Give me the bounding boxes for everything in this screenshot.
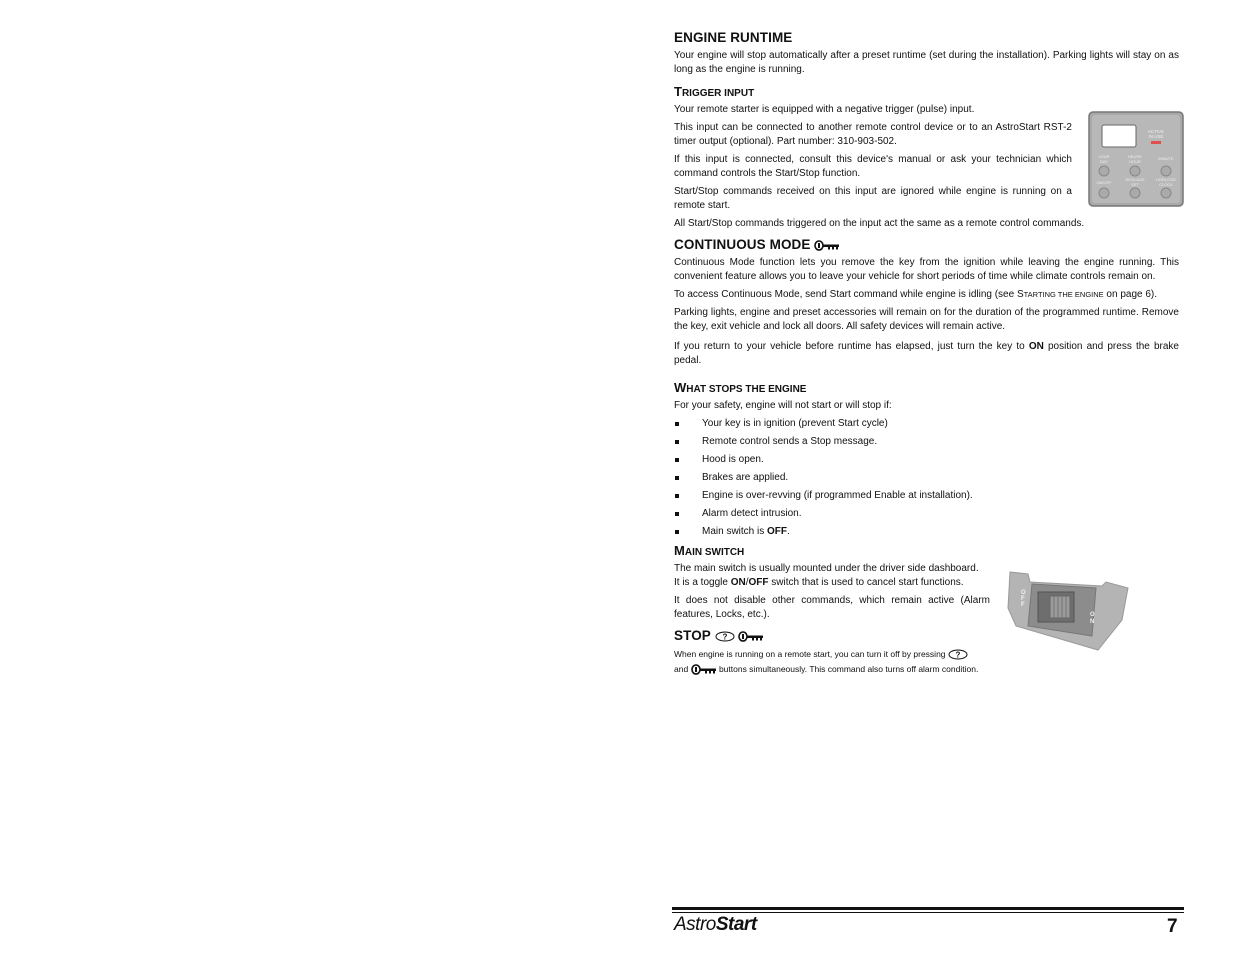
svg-text:ON/OFF: ON/OFF: [1096, 180, 1112, 185]
remote-panel-image: [1088, 111, 1184, 207]
list-item: Brakes are applied.: [674, 471, 1179, 485]
trigger-input-p4: Start/Stop commands received on this input are ignored while engine is running on a remote start.: [674, 186, 1072, 211]
list-item: Engine is over-revving (if programmed Enable at installation).: [674, 489, 1179, 503]
lock-icon: [948, 649, 968, 660]
svg-text:F: F: [1021, 602, 1025, 608]
engine-runtime-heading: ENGINE RUNTIME: [674, 30, 793, 45]
svg-text:SET: SET: [1131, 182, 1139, 187]
svg-text:HOUR: HOUR: [1129, 159, 1141, 164]
list-item: Main switch is OFF.: [674, 525, 1179, 539]
svg-text:IN USE: IN USE: [1148, 134, 1164, 139]
svg-text:HEURE: HEURE: [1127, 154, 1143, 159]
main-switch-p1: The main switch is usually mounted under the driver side dashboard. It is a toggle ON/OFF switch that is used to cancel start functions.: [674, 563, 979, 588]
svg-text:O: O: [1021, 590, 1026, 596]
trigger-input-heading: TRIGGER INPUT: [674, 84, 755, 99]
engine-runtime-text: Your engine will stop automatically after a preset runtime (set during the installation). Parking lights will stay on as long as the engine is running.: [674, 50, 1179, 75]
svg-text:HORLOGE: HORLOGE: [1155, 177, 1177, 182]
svg-text:CLOCK: CLOCK: [1159, 182, 1173, 187]
svg-text:DAY: DAY: [1100, 159, 1108, 164]
continuous-mode-p2: To access Continuous Mode, send Start command while engine is idling (see STARTING THE ENGINE on page 6).: [674, 289, 1158, 300]
key-icon: [691, 664, 717, 675]
svg-text:REGLAGE: REGLAGE: [1125, 177, 1145, 182]
lock-icon: [715, 631, 735, 642]
remote-active-label: ACTIVE: [1147, 129, 1165, 134]
svg-text:?: ?: [955, 650, 961, 660]
svg-text:O: O: [1090, 612, 1095, 618]
main-switch-heading: MAIN SWITCH: [674, 543, 745, 558]
list-item: Your key is in ignition (prevent Start cycle): [674, 417, 1179, 431]
continuous-mode-heading: CONTINUOUS MODE: [674, 237, 1179, 252]
footer-rule-thin: [672, 912, 1184, 913]
stop-heading: STOP ?: [674, 628, 1179, 643]
svg-text:F: F: [1021, 596, 1025, 602]
main-switch-image: [1006, 560, 1130, 652]
main-switch-p2: It does not disable other commands, which remain active (Alarm features, Locks, etc.).: [674, 595, 990, 620]
what-stops-intro: For your safety, engine will not start or will stop if:: [674, 400, 892, 411]
list-item: Remote control sends a Stop message.: [674, 435, 1179, 449]
list-item: Alarm detect intrusion.: [674, 507, 1179, 521]
svg-text:?: ?: [722, 632, 728, 642]
continuous-mode-p4: If you return to your vehicle before runtime has elapsed, just turn the key to ON position and press the brake pedal.: [674, 341, 1179, 366]
svg-text:N: N: [1090, 619, 1095, 625]
list-item: Hood is open.: [674, 453, 1179, 467]
key-icon: [814, 240, 840, 251]
what-stops-heading: WHAT STOPS THE ENGINE: [674, 380, 807, 395]
trigger-input-p5: All Start/Stop commands triggered on the input act the same as a remote control commands.: [674, 218, 1085, 229]
trigger-input-p1: Your remote starter is equipped with a negative trigger (pulse) input.: [674, 104, 975, 115]
trigger-input-p3: If this input is connected, consult this device's manual or ask your technician which command controls the Start/Stop function.: [674, 154, 1072, 179]
continuous-mode-p3: Parking lights, engine and preset accessories will remain on for the duration of the programmed runtime. Remove the key, exit vehicle and lock all doors. All safety devices will remain active.: [674, 307, 1179, 332]
astrostart-logo: AstroStart: [674, 914, 757, 935]
stop-text: When engine is running on a remote start, you can turn it off by pressing ? and buttons simultaneously. This command also turns off alarm condition.: [674, 649, 979, 674]
footer-rule: [672, 907, 1184, 910]
svg-text:MINUTE: MINUTE: [1158, 156, 1174, 161]
page-number: 7: [1167, 916, 1178, 937]
svg-text:JOUR: JOUR: [1098, 154, 1110, 159]
key-icon: [738, 631, 764, 642]
continuous-mode-p1: Continuous Mode function lets you remove the key from the ignition while leaving the engine running. This convenient feature allows you to leave your vehicle for short periods of time while climate controls remain on.: [674, 257, 1179, 282]
what-stops-list: [674, 417, 1179, 539]
trigger-input-p2: This input can be connected to another remote control device or to an AstroStart RST-2 timer output (optional). Part number: 310-903-502.: [674, 122, 1072, 147]
